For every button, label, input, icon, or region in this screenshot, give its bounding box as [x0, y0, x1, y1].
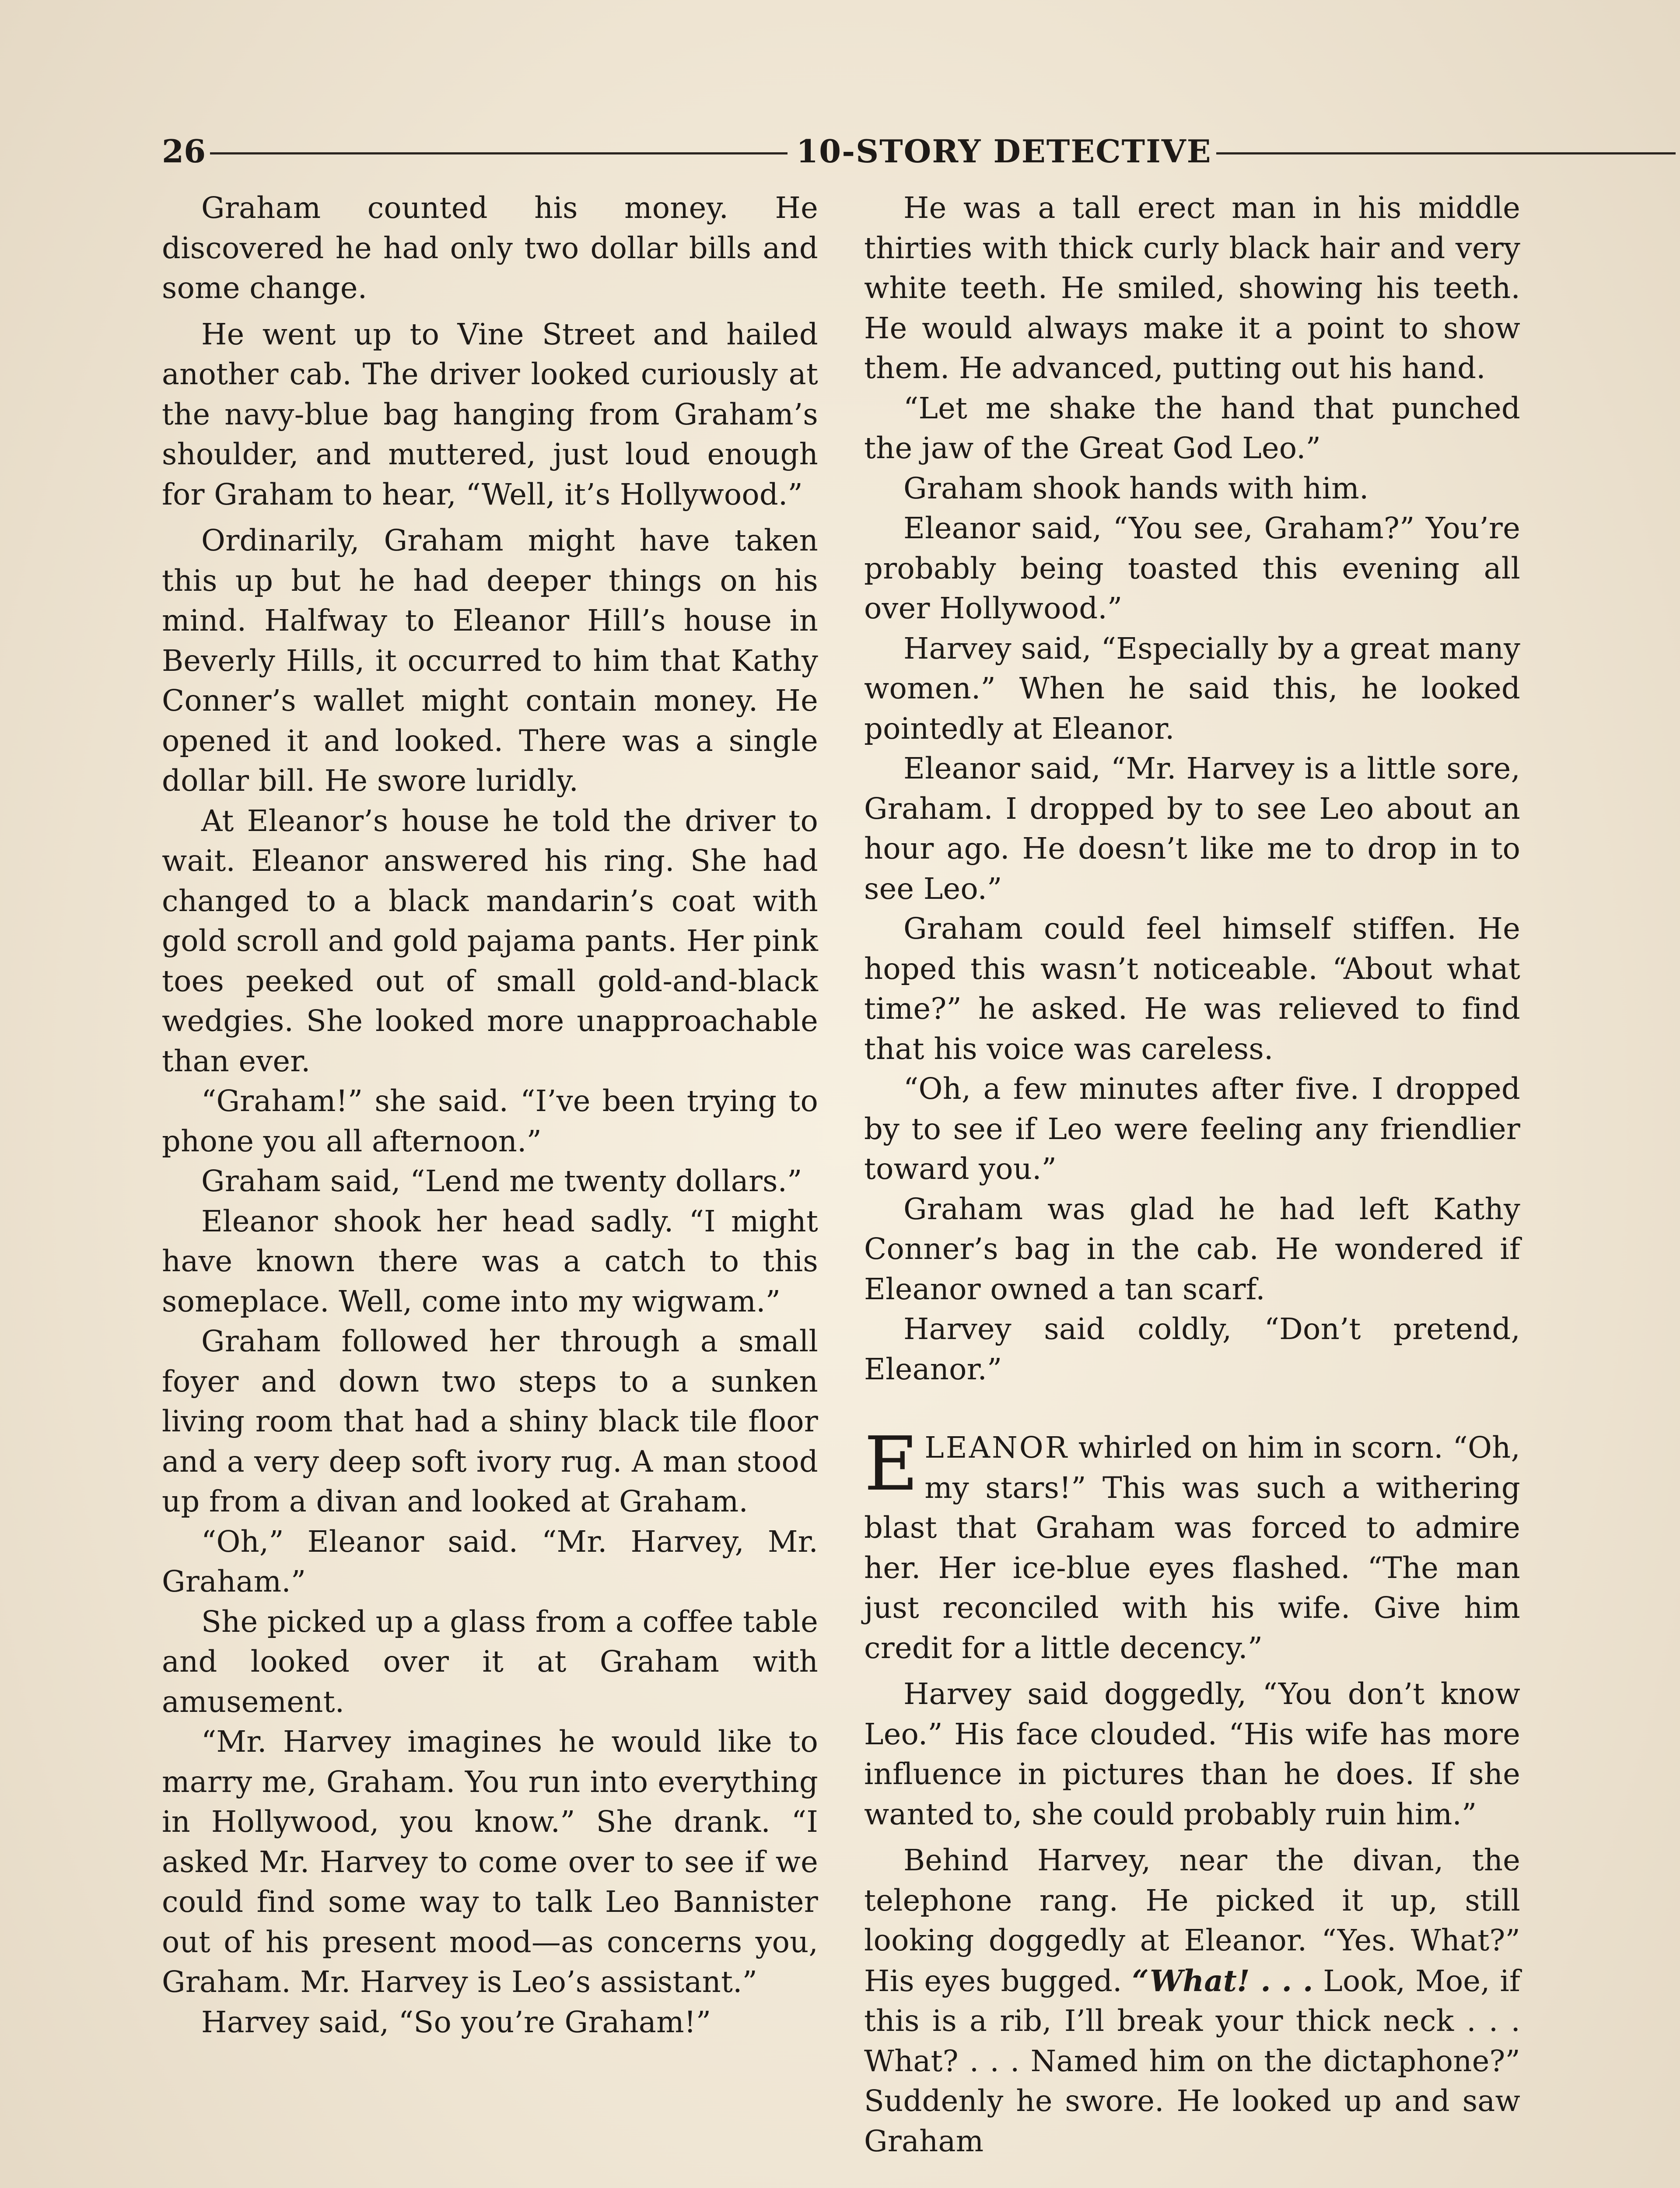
paragraph: Graham was glad he had left Kathy Conner’s bag in the cab. He wondered if Eleanor owned a tan scarf. [864, 1192, 1520, 1306]
paragraph: Eleanor said, “Mr. Harvey is a little sore, Graham. I dropped by to see Leo about an hour ago. He doesn’t like me to drop in to see Leo.” [864, 751, 1520, 906]
paragraph: Graham shook hands with him. [903, 471, 1369, 505]
paragraph: Graham could feel himself stiffen. He hoped this wasn’t noticeable. “About what time?” he asked. He was relieved to find that his voice was careless. [864, 912, 1520, 1066]
paragraph: Harvey said coldly, “Don’t pretend, Eleanor.” [864, 1312, 1520, 1386]
magazine-title: 10-STORY DETECTIVE [796, 133, 1212, 170]
paragraph-final [864, 1841, 1520, 2161]
header-rule-left [210, 152, 788, 154]
paragraph: She picked up a glass from a coffee table and looked over it at Graham with amusement. [162, 1604, 818, 1719]
right-column [864, 188, 1520, 2161]
paragraph: “Let me shake the hand that punched the jaw of the Great God Leo.” [864, 391, 1520, 465]
paragraph: Ordinarily, Graham might have taken this up but he had deeper things on his mind. Halfway to Eleanor Hill’s house in Beverly Hills, it occurred to him that Kathy Conner’s wallet might contain money. He opened it and looked. There was a single dollar bill. He swore luridly. [162, 523, 818, 798]
section-opening-paragraph [864, 1421, 1520, 1668]
paragraph: Harvey said, “So you’re Graham!” [201, 2005, 711, 2039]
paragraph: Graham counted his money. He discovered he had only two dollar bills and some change. [162, 191, 818, 305]
lead-caps: LEANOR [924, 1431, 1069, 1465]
paragraph: “Oh,” Eleanor said. “Mr. Harvey, Mr. Graham.” [162, 1524, 818, 1599]
paragraph: Harvey said, “Especially by a great many women.” When he said this, he looked pointedly at Eleanor. [864, 631, 1520, 746]
paragraph: “Oh, a few minutes after five. I dropped by to see if Leo were feeling any friendlier toward you.” [864, 1072, 1520, 1186]
paragraph: “Mr. Harvey imagines he would like to marry me, Graham. You run into everything in Hollywood, you know.” She drank. “I asked Mr. Harvey to come over to see if we could find some way to talk Leo Bannister out of his present mood—as concerns you, Graham. Mr. Harvey is Leo’s assistant.” [162, 1725, 818, 1999]
running-header [162, 131, 1522, 171]
paragraph: Eleanor said, “You see, Graham?” You’re probably being toasted this evening all over Hollywood.” [864, 511, 1520, 625]
left-column [162, 188, 818, 2042]
paragraph: At Eleanor’s house he told the driver to wait. Eleanor answered his ring. She had changed to a black mandarin’s coat with gold scroll and gold pajama pants. Her pink toes peeked out of small gold-and-black wedgies. She looked more unapproachable than ever. [162, 803, 818, 1078]
drop-cap: E [864, 1421, 919, 1508]
paragraph: He went up to Vine Street and hailed another cab. The driver looked curiously at the navy-blue bag hanging from Graham’s shoulder, and muttered, just loud enough for Graham to hear, “Well, it’s Hollywood.” [162, 317, 818, 512]
final-text-2: Look, Moe, if this is a rib, I’ll break your thick neck . . . What? . . . Named him on the dictaphone?” Suddenly he swore. He looked up and saw Graham [864, 1964, 1520, 2158]
header-rule-right [1216, 152, 1676, 154]
lead-text: whirled on him in scorn. “Oh, my stars!” This was such a withering blast that Graham was forced to admire her. Her ice-blue eyes flashed. “The man just reconciled with his wife. Give him credit for a little decency.” [864, 1431, 1520, 1665]
emphasis-text: “What! . . . [1132, 1963, 1313, 1998]
paragraph: Eleanor shook her head sadly. “I might have known there was a catch to this someplace. Well, come into my wigwam.” [162, 1204, 818, 1318]
paragraph: Graham followed her through a small foyer and down two steps to a sunken living room that had a shiny black tile floor and a very deep soft ivory rug. A man stood up from a divan and looked at Graham. [162, 1324, 818, 1518]
paragraph: “Graham!” she said. “I’ve been trying to phone you all afternoon.” [162, 1084, 818, 1158]
paragraph: He was a tall erect man in his middle thirties with thick curly black hair and very white teeth. He smiled, showing his teeth. He would always make it a point to show them. He advanced, putting out his hand. [864, 191, 1520, 385]
final-text-1: Behind Harvey, near the divan, the telephone rang. He picked it up, still looking doggedly at Eleanor. “Yes. What?” His eyes bugged. [864, 1843, 1520, 1998]
page-number: 26 [162, 133, 206, 170]
paragraph: Harvey said doggedly, “You don’t know Leo.” His face clouded. “His wife has more influence in pictures than he does. If she wanted to, she could probably ruin him.” [864, 1677, 1520, 1831]
paragraph: Graham said, “Lend me twenty dollars.” [201, 1164, 802, 1198]
